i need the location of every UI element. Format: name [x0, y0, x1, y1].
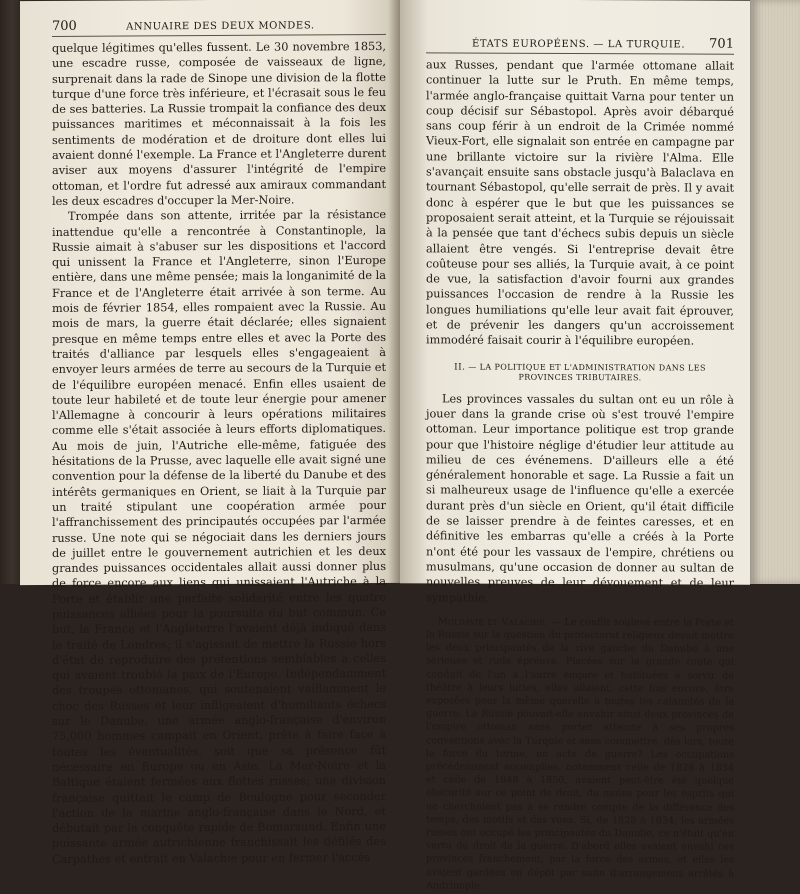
right-page — [400, 0, 750, 585]
left-running-title: ANNUAIRE DES DEUX MONDES. — [126, 20, 315, 32]
small-print-text: — Le conflit soulevé entre la Porte et la Russie sur la question du protectorat religieux devait mettre les deux principautés de la rive gauche du Danube à une sérieuse et rude épreuve. Placées sur la grande route qui conduit de l'un à l'autre empire et habituées à servir de théâtre à leurs luttes, elles allaient, cette fois encore, être exposées pour la même querelle à toutes les calamités de la guerre. La Russie pouvait-elle envahir ainsi deux provinces de l'empire ottoman sans porter atteinte à ses propres conventions avec la Turquie et sans commettre, dès lors, toute la force du terme, un acte de guerre? Les occupations précédemment accomplies, notamment celle de 1828 à 1834 et celle de 1848 à 1850, avaient peut-être été quelque obscurité sur ce point de droit, du moins pour les esprits qui ne cherchaient pas à se rendre compte de la différence des temps, des motifs et des vues. Si, de 1828 à 1834, les armées russes ont occupé les principautés du Danube, ce n'était qu'en vertu du droit de la guerre. D'abord elles avaient envahi ces provinces franchement, par la force des armes, et elles les avaient gardées en dépôt par suite d'arrangemens arrêtés à Andrinople. — [426, 617, 734, 892]
right-body-text — [426, 57, 734, 349]
left-paragraph-1: quelque légitimes qu'elles fussent. Le 30 novembre 1853, une escadre russe, composée de vaisseaux de ligne, surprenait dans la rade de Sinope une division de la flotte turque d'une force très inférieure, et l'écrasait sous le feu de ses batteries. La Russie trompait la confiance des deux puissances maritimes et méconnaissait à la fois les sentiments de modération et de droiture dont elles lui avaient donné l'exemple. La France et l'Angleterre durent aviser aux moyens d'assurer l'intégrité de l'empire ottoman, et l'ordre fut adressé aux amiraux commandant les deux escadres d'occuper la Mer-Noire. — [52, 39, 386, 209]
small-print-heading: Moldavie et Valachie. — [438, 616, 548, 627]
right-page-number: 701 — [709, 37, 734, 52]
left-body-text — [52, 39, 386, 867]
section-title: — LA POLITIQUE ET L'ADMINISTRATION DANS LES PROVINCES TRIBUTAIRES. — [468, 362, 706, 382]
left-page-number: 700 — [52, 19, 77, 34]
left-paragraph-2: Trompée dans son attente, irritée par la résistance inattendue qu'elle a rencontrée à Constantinople, la Russie aimait à s'abuser sur les dispositions et l'accord qui unissent la France et l'Angleterre, sinon l'Europe entière, dans une même pensée; mais la longanimité de la France et de l'Angleterre était arrivée à son terme. Au mois de février 1854, elles rompaient avec la Russie. Au mois de mars, la guerre était déclarée; elles signaient presque en même temps entre elles et avec la Porte des traités d'alliance par lesquels elles s'engageaient à envoyer leurs armées de terre au secours de la Turquie et de l'équilibre européen menacé. Enfin elles usaient de toute leur habileté et de toute leur énergie pour amener l'Allemagne à concourir à leurs opérations militaires comme elle s'était associée à leurs efforts diplomatiques. Au mois de juin, l'Autriche elle-même, fatiguée des hésitations de la Prusse, avec laquelle elle avait signé une convention pour la défense de la liberté du Danube et des intérêts germaniques en Orient, se liait à la Turquie par un traité stipulant une coopération armée pour l'affranchissement des principautés occupées par l'armée russe. Une note qui se négociait dans les derniers jours de juillet entre le gouvernement autrichien et les deux grandes puissances occidentales allait aussi donner plus de force encore aux liens qui unissaient l'Autriche à la Porte et établir une parfaite solidarité entre les quatre puissances alliées pour la poursuite du but commun. Ce but, la France et l'Angleterre l'avaient déjà indiqué dans le traité de Londres; il s'agissait de mettre la Russie hors d'état de reproduire des prétentions semblables à celles qui avaient troublé la paix de l'Europe. Indépendamment des troupes ottomanes, qui soutenaient vaillamment le choc des Russes et leur infligeaient d'humiliants échecs sur le Danube, une armée anglo-française d'environ 75,000 hommes campait en Orient, prête à faire face à toutes les éventualités, soit que sa présence fût nécessaire en Europe ou en Asie. La Mer-Noire et la Baltique étaient fermées aux flottes russes; une division française quittait le camp de Boulogne pour seconder l'action de la marine anglo-française dans le Nord, et débutait par la conquête rapide de Bomarsund. Enfin une puissante armée autrichienne franchissait les défilés des Carpathes et entrait en Valachie pour en fermer l'accès — [52, 207, 386, 867]
page-edges — [750, 0, 800, 584]
right-paragraph-1: aux Russes, pendant que l'armée ottomane allait continuer la lutte sur le Pruth. En même temps, l'armée anglo-française quittait Varna pour tenter un coup décisif sur Sébastopol. Après avoir débarqué sans coup férir à un endroit de la Crimée nommé Vieux-Fort, elle signalait son entrée en campagne par une brillante victoire sur la rivière l'Alma. Elle s'avançait ensuite sans obstacle jusqu'à Balaclava en tournant Sébastopol, qu'elle serrait de près. Il y avait donc à espérer que le but que les puissances se proposaient serait atteint, et la Turquie se réjouissait à la pensée que tant d'échecs subis depuis un siècle allaient être vengés. Si l'entreprise devait être coûteuse pour ses alliés, la Turquie avait, à ce point de vue, la satisfaction d'avoir fourni aux grandes puissances l'occasion de rendre à la Russie les longues humiliations qu'elle leur avait fait éprouver, et de prévenir les dangers qu'un accroissement immodéré faisait courir à l'équilibre européen. — [426, 57, 734, 349]
right-paragraph-2: Les provinces vassales du sultan ont eu un rôle à jouer dans la grande crise où s'est trouvé l'empire ottoman. Leur importance politique est trop grande pour que l'histoire néglige d'étudier leur attitude au milieu de ces événemens. D'ailleurs elle a été généralement honorable et sage. La Russie a fait un si malheureux usage de l'influence qu'elle a exercée durant près d'un siècle en Orient, qu'il était difficile de se laisser prendre à de feintes caresses, et en définitive les embarras qu'elle a créés à la Porte n'ont été pour les vassaux de l'empire, chrétiens ou musulmans, qu'une occasion de donner au sultan de nouvelles preuves de leur dévouement et de leur sympathie. — [426, 391, 734, 607]
right-running-head — [426, 35, 734, 54]
left-running-head — [52, 17, 386, 37]
right-running-title: ÉTATS EUROPÉENS. — LA TURQUIE. — [472, 39, 685, 51]
right-body-text-2 — [426, 391, 734, 607]
section-number: II. — [454, 362, 465, 372]
left-page — [20, 0, 400, 585]
section-heading — [426, 362, 734, 382]
small-print-section — [426, 615, 734, 894]
